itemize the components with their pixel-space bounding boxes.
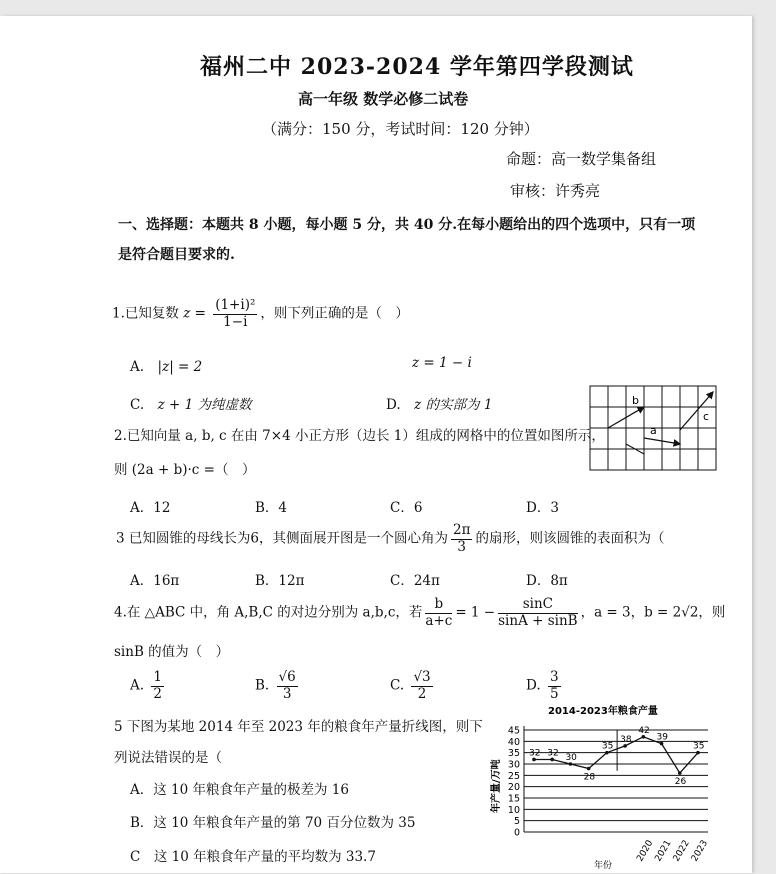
data-label: 38 <box>620 734 632 745</box>
q1-fraction <box>213 298 257 330</box>
data-label: 35 <box>693 741 705 752</box>
y-tick-label: 0 <box>513 827 520 839</box>
q2-stem: 2.已知向量 a, b, c 在由 7×4 小正方形（边长 1）组成的网格中的位置如图所示， <box>114 428 605 444</box>
q1-option-b[interactable]: z = 1 − i <box>412 355 472 371</box>
y-tick-label: 10 <box>507 804 520 816</box>
y-tick-label: 35 <box>507 748 520 760</box>
section-heading-cont: 是符合题目要求的. <box>118 247 235 263</box>
data-label: 39 <box>656 732 669 743</box>
y-tick-label: 45 <box>507 725 520 737</box>
q2-option-d[interactable]: D．3 <box>526 500 559 516</box>
exam-reviewer: 审核：许秀亮 <box>510 182 601 200</box>
q1-z-eq: z = <box>183 305 206 322</box>
exam-setter: 命题：高一数学集备组 <box>506 150 657 168</box>
vector-grid-figure <box>588 382 728 480</box>
x-tick-label: 2021 <box>653 838 674 864</box>
q4-stem-cont: sinB 的值为（ ） <box>114 644 230 660</box>
x-tick-label: 2022 <box>671 838 692 864</box>
q2-option-b[interactable]: B．4 <box>255 500 288 516</box>
data-label: 26 <box>674 777 687 788</box>
data-point <box>678 771 682 775</box>
x-tick-label: 2020 <box>635 838 656 864</box>
exam-subtitle: 高一年级 数学必修二试卷 <box>298 90 469 108</box>
q4-option-d[interactable]: D. $\frac{3}{5}$ <box>526 669 559 702</box>
x-axis-label: 年份 <box>594 861 613 870</box>
y-tick-label: 25 <box>507 770 520 782</box>
exam-title: 福州二中 2023-2024 学年第四学段测试 <box>200 54 634 80</box>
label-a: a <box>650 424 657 437</box>
q1-stem-pre: 已知复数 <box>124 305 179 322</box>
y-tick-label: 30 <box>507 759 520 771</box>
q1-option-a[interactable]: A. |z| = 2 <box>130 359 203 375</box>
q4-option-a[interactable]: A. $\frac{1}{2}$ <box>130 669 162 702</box>
q4-option-b[interactable]: B. $\frac{√6}{3}$ <box>255 669 296 702</box>
q4-fraction-2: $\frac{\sin C}{\sin A + \sin B}$ <box>498 596 578 629</box>
data-label: 30 <box>565 753 577 763</box>
q3-option-c[interactable]: C．24π <box>390 573 440 589</box>
q4-option-c[interactable]: C. $\frac{√3}{2}$ <box>390 669 431 702</box>
q1-stem <box>112 298 409 330</box>
q3-stem: 3 已知圆锥的母线长为6，其侧面展开图是一个圆心角为 $\frac{2\pi}{3}$ 的扇形，则该圆锥的表面积为（ <box>116 522 665 555</box>
data-label: 32 <box>547 748 559 759</box>
data-label: 28 <box>583 772 596 783</box>
data-label: 42 <box>638 725 650 736</box>
y-tick-label: 15 <box>507 793 520 805</box>
q1-option-d[interactable]: D. z 的实部为 1 <box>386 397 493 413</box>
q2-stem-cont: 则 (2a + b)·c =（ ） <box>114 462 256 478</box>
q1-number: 1. <box>112 305 125 322</box>
q1-stem-post: ，则下列正确的是（ ） <box>260 305 409 322</box>
q2-option-c[interactable]: C．6 <box>390 500 423 516</box>
q5-option-c[interactable]: C 这 10 年粮食年产量的平均数为 33.7 <box>130 849 376 865</box>
section-heading: 一、选择题：本题共 8 小题，每小题 5 分，共 40 分.在每小题给出的四个选项中，只有一项 <box>118 217 696 233</box>
y-tick-label: 40 <box>507 736 520 748</box>
q5-option-a[interactable]: A．这 10 年粮食年产量的极差为 16 <box>130 782 349 798</box>
label-c: c <box>703 410 710 423</box>
exam-meta: （满分：150 分，考试时间：120 分钟） <box>262 120 539 138</box>
q5-option-b[interactable]: B．这 10 年粮食年产量的第 70 百分位数为 35 <box>130 815 416 831</box>
grain-output-chart <box>486 700 716 874</box>
q1-option-c[interactable]: C. z + 1 为纯虚数 <box>130 397 252 413</box>
q5-stem: 5 下图为某地 2014 年至 2023 年的粮食年产量折线图，则下 <box>114 719 483 735</box>
chart-title: 2014-2023年粮食产量 <box>548 706 658 717</box>
q4-stem: 4.在 △ABC 中，角 A,B,C 的对边分别为 a,b,c，若 $\frac{b}{a+c}$ = 1 − $\frac{\sin C}{\sin A + \sin B}$ ，a = 3，b = 2√2，则 <box>114 596 726 629</box>
q3-option-b[interactable]: B．12π <box>255 573 305 589</box>
data-label: 32 <box>529 748 541 759</box>
q3-option-a[interactable]: A．16π <box>130 573 180 589</box>
q3-option-d[interactable]: D．8π <box>526 573 568 589</box>
x-tick-label: 2023 <box>689 838 711 864</box>
y-axis-label: 年产量/万吨 <box>491 759 502 813</box>
label-b: b <box>632 394 639 407</box>
data-label: 35 <box>601 741 614 752</box>
q2-option-a[interactable]: A．12 <box>130 500 171 516</box>
y-tick-label: 20 <box>507 782 520 794</box>
q1-numerator: (1+i)² <box>215 297 256 313</box>
y-tick-label: 5 <box>513 816 520 828</box>
q3-fraction: $\frac{2\pi}{3}$ <box>452 522 471 555</box>
q1-denominator: 1−i <box>223 313 248 330</box>
q5-stem-cont: 列说法错误的是（ <box>114 750 222 766</box>
data-point <box>587 767 591 771</box>
q4-fraction-1: $\frac{b}{a+c}$ <box>425 596 453 629</box>
